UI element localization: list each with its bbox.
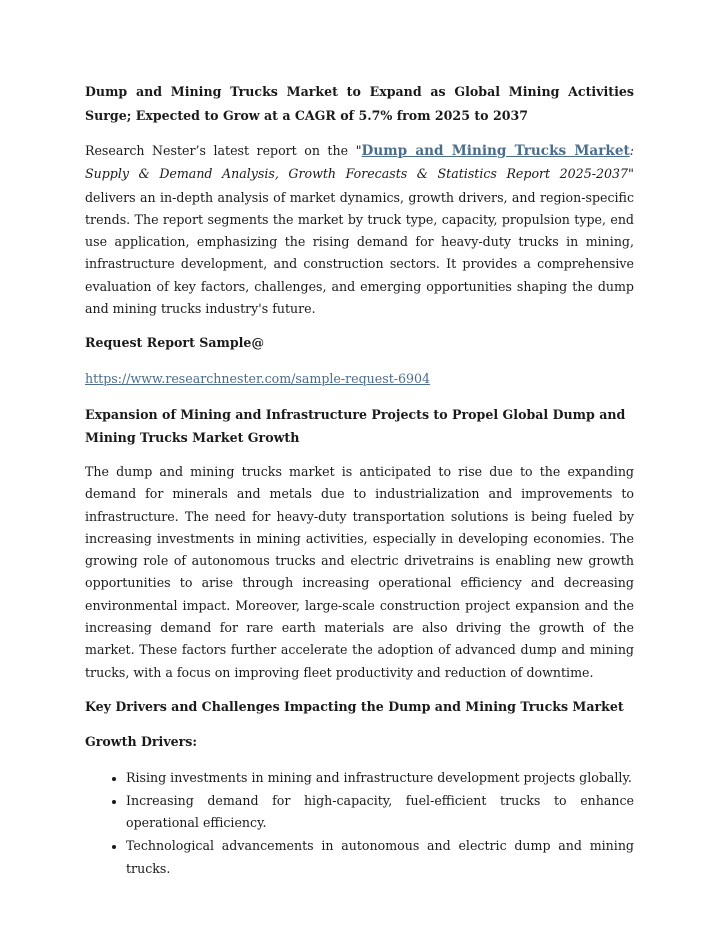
close-quote: "	[628, 167, 634, 183]
growth-drivers-heading: Growth Drivers:	[85, 734, 198, 750]
intro-text-before: Research Nester’s latest report on the	[85, 143, 356, 158]
sample-request-link[interactable]: https://www.researchnester.com/sample-request-6904	[85, 370, 431, 386]
open-quote: "	[355, 144, 362, 159]
list-item: • Rising investments in mining and infrastructure development projects globally.	[126, 767, 634, 789]
intro-text-after: delivers an in-depth analysis of market dynamics, growth drivers, and region-specific trends. The report segments the market by truck type, capacity, propulsion type, end use application, emphasizing the rising demand for heavy-duty trucks in mining, infrastructure development, and construction sectors. It provides a comprehensive evaluation of key factors, challenges, and emerging opportunities shaping the dump and mining trucks industry's future.	[85, 189, 634, 317]
sample-url-paragraph	[85, 368, 634, 390]
section-heading-drivers-challenges: Key Drivers and Challenges Impacting the Dump and Mining Trucks Market	[85, 698, 624, 714]
list-item: • Increasing demand for high-capacity, fuel-efficient trucks to enhance operational efficiency.	[126, 790, 634, 835]
document-page	[85, 80, 634, 881]
report-link[interactable]: Dump and Mining Trucks Market	[361, 143, 630, 159]
page-title: Dump and Mining Trucks Market to Expand as Global Mining Activities Surge; Expected to Grow at a CAGR of 5.7% from 2025 to 2037	[85, 84, 634, 123]
intro-paragraph	[85, 140, 634, 320]
sample-heading: Request Report Sample@	[85, 335, 265, 351]
report-subtitle: : Supply & Demand Analysis, Growth Forecasts & Statistics Report 2025-2037	[85, 143, 634, 182]
growth-drivers-list	[85, 767, 634, 880]
list-item: • Technological advancements in autonomous and electric dump and mining trucks.	[126, 835, 634, 880]
section-heading-expansion: Expansion of Mining and Infrastructure Projects to Propel Global Dump and Mining Trucks Market Growth	[85, 406, 626, 445]
expansion-paragraph: The dump and mining trucks market is anticipated to rise due to the expanding demand for minerals and metals due to industrialization and improvements to infrastructure. The need for heavy-duty transportation solutions is being fueled by increasing investments in mining activities, especially in developing economies. The growing role of autonomous trucks and electric drivetrains is enabling new growth opportunities to arise through increasing operational efficiency and decreasing environmental impact. Moreover, large-scale construction project expansion and the increasing demand for rare earth materials are also driving the growth of the market. These factors further accelerate the adoption of advanced dump and mining trucks, with a focus on improving fleet productivity and reduction of downtime.	[85, 463, 634, 680]
